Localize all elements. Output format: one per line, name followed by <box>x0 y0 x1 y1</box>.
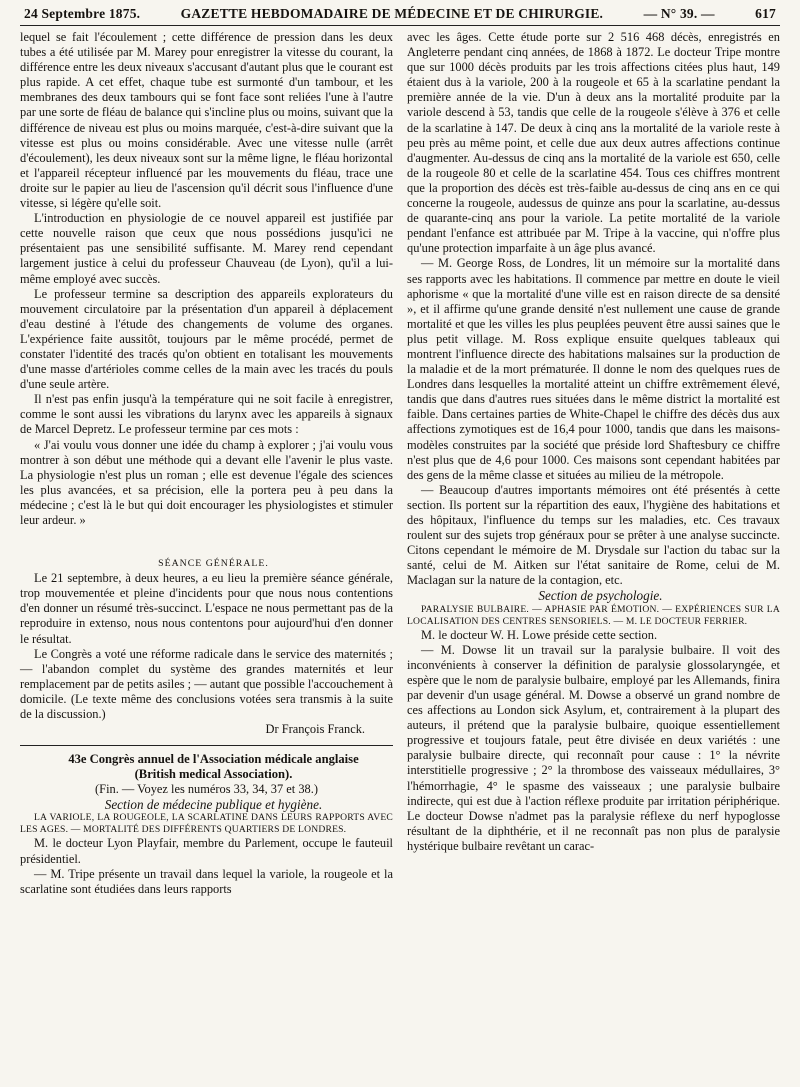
paragraph: — M. George Ross, de Londres, lit un mémoire sur la mortalité dans ses rapports avec les habitations. Il commence par mettre en doute le vieil aphorisme « que la mortalité d'une ville est en raison directe de sa densité », et il affirme qu'une grande densité n'est nullement une cause de grande mortalité et que les villes les plus peuplées peuvent être aussi saines que le plus petit village. M. Ross explique ensuite quelques tableaux qui montrent l'influence directe des habitations malsaines sur la production de la maladie et de la mort prématurée. Il donne le nom des quelques rues de Londres dans lesquelles la mortalité atteint un chiffre extrêmement élevé, tandis que dans d'autres rues situées dans le même district la mortalité est faible. Dans certaines parties de White-Chapel le chiffre des décès dus aux affections zymotiques est de 16,4 pour 1000, tandis que dans les maisons-modèles construites par la société que préside lord Shaftesbury ce chiffre n'est plus que de 4,6 pour 1000. Ces maisons sont cependant habitées par des gens de la même classe et situées au milieu de la métropole. <box>407 256 780 482</box>
author-signature: Dr François Franck. <box>265 722 365 737</box>
section-heading-seance: SÉANCE GÉNÉRALE. <box>158 558 269 570</box>
paragraph: lequel se fait l'écoulement ; cette différence de pression dans les deux tubes a été utilisée par M. Marey pour enregistrer la vitesse du courant, la différence entre les deux niveaux s'accusant d'autant plus que le courant est plus rapide. A cet effet, chaque tube est surmonté d'un tambour, et les membranes des deux tambours qui se font face sont reliées l'une à l'autre par une sorte de fléau de balance qui s'incline plus ou moins, suivant que la différence de niveau est plus ou moins marquée, c'est-à-dire suivant que la vitesse est plus ou moins considérable. Avec une vitesse nulle (arrêt d'écoulement), les deux niveaux sont sur la même ligne, le fléau horizontal et l'appareil récepteur influencé par les mouvements du fléau, trace une droite sur le papier au lieu de l'ascension qu'il décrit sous l'influence d'une vitesse, si légère qu'elle soit. <box>20 30 393 211</box>
text-columns <box>20 30 780 897</box>
paragraph: Le 21 septembre, à deux heures, a eu lieu la première séance générale, trop mouvementée et pleine d'incidents pour que nous nous contentions d'en donner un résumé très-succinct. L'espace ne nous permettant pas de la reproduire in extenso, nous nous contentons pour aujourd'hui d'en donner le résultat. <box>20 571 393 646</box>
right-column <box>407 30 780 897</box>
header-issue: — N° 39. — <box>643 6 715 21</box>
paragraph: — M. Tripe présente un travail dans lequel la variole, la rougeole et la scarlatine sont étudiées dans leurs rapports <box>20 866 393 896</box>
section-title-psychologie: Section de psychologie. <box>538 588 663 604</box>
header-page-number: 617 <box>755 6 776 21</box>
congress-continuation: (Fin. — Voyez les numéros 33, 34, 37 et 38.) <box>95 782 318 797</box>
section-title-hygiene: Section de médecine publique et hygiène. <box>104 797 323 813</box>
paragraph: M. le docteur Lyon Playfair, membre du Parlement, occupe le fauteuil présidentiel. <box>20 836 393 866</box>
paragraph: L'introduction en physiologie de ce nouvel appareil est justifiée par cette nouvelle raison que ceux que nous possédions jusqu'ici ne présentaient pas une sensibilité suffisante. M. Marey rend cependant largement justice à celui du professeur Chauveau (de Lyon), qu'il a lui-même employé avec succès. <box>20 211 393 286</box>
paragraph: Le Congrès a voté une réforme radicale dans le service des maternités ; — l'abandon complet du système des grandes maternités et leur remplacement par de petits asiles ; — autant que possible l'accouchement à domicile. (Le texte même des conclusions votées sera transmis à la suite de la discussion.) <box>20 646 393 722</box>
paragraph: — M. Dowse lit un travail sur la paralysie bulbaire. Il voit des inconvénients à conserver la définition de paralysie glossolaryngée, et espère que le nom de paralysie bulbaire, employé par les Allemands, finira par devenir d'un usage général. M. Dowse a observé un grand nombre de ces affections au London sick Asylum, et, contrairement à la plupart des auteurs, il prétend que la paralysie bulbaire, quoique essentiellement progressive et toujours fatale, peut être divisée en deux variétés : une paralysie bulbaire directe, qui reconnaît pour cause : 1° la névrite interstitielle progressive ; 2° la thrombose des vaisseaux médullaires, 3° l'hémorrhagie, 4° le spasme des vaisseaux ; une paralysie bulbaire indirecte, qui est due à l'action réflexe produite par irritation périphérique. Le docteur Dowse n'admet pas la paralysie réflexe du nerf hypoglosse résultant de la diphthérie, et il ne reconnaît pas non plus de paralysie hystérique bulbaire revêtant un carac- <box>407 642 780 853</box>
divider <box>20 745 393 746</box>
paragraph: — Beaucoup d'autres importants mémoires ont été présentés à cette section. Ils portent sur la répartition des eaux, l'hygiène des habitations et des hôpitaux, l'influence du temps sur les maladies, etc. Ces travaux roulent sur des sujets trop généraux pour se prêter à une analyse succincte. Citons cependant le mémoire de M. Drysdale sur l'action du tabac sur la santé, celui de M. Aitken sur l'état sanitaire de Rome, celui de M. Maclagan sur la nature de la contagion, etc. <box>407 482 780 588</box>
congress-title: 43e Congrès annuel de l'Association médicale anglaise <box>68 752 359 767</box>
paragraph: Il n'est pas enfin jusqu'à la température qui ne soit facile à enregistrer, comme le sont aussi les vibrations du larynx avec les appareils à signaux de Marcel Depretz. Le professeur termine par ces mots : <box>20 392 393 437</box>
header-date: 24 Septembre 1875. <box>24 6 141 21</box>
paragraph: avec les âges. Cette étude porte sur 2 516 468 décès, enregistrés en Angleterre pendant cinq années, de 1868 à 1872. Le docteur Tripe montre que sur 1000 décès produits par les trois affections citées plus haut, 149 étaient dus à la variole, 200 à la rougeole et 65 à la scarlatine pendant la première année de la vie. D'un à deux ans la mortalité produite par la variole descend à 53, tandis que celle de la rougeole s'élève à 376 et celle de la scarlatine à 147. De deux à cinq ans la mortalité de la variole reste à peu près au même point, et celle due aux deux autres affections continue d'augmenter. Au-dessus de cinq ans la mortalité de la variole est 650, celle de la rougeole 80 et celle de la scarlatine 454. Tous ces chiffres montrent que la proportion des décès est très-faible au-dessus de cinq ans en ce qui concerne la rougeole, audessus de quinze ans pour la scarlatine, au-dessus de quarante-cinq ans pour la variole. La petite mortalité de la variole pendant l'enfance est attribuée par M. Tripe à la vaccine, qui n'offre plus qu'une protection imparfaite à un âge plus avancé. <box>407 30 780 256</box>
congress-subtitle: (British medical Association). <box>134 767 293 782</box>
section-summary: LA VARIOLE, LA ROUGEOLE, LA SCARLATINE DANS LEURS RAPPORTS AVEC LES AGES. — MORTALITÉ DES DIFFÉRENTS QUARTIERS DE LONDRES. <box>20 812 393 836</box>
paragraph: Le professeur termine sa description des appareils explorateurs du mouvement circulatoire par la présentation d'un appareil à déplacement d'eau destiné à l'étude des changements de volume des organes. L'expérience faite aussitôt, toujours par le même procédé, permet de constater l'identité des tracés qu'on obtient en totalisant les mouvements d'une masse d'artérioles comme celles de la main avec les tracés du pouls d'une seule artère. <box>20 286 393 392</box>
left-column <box>20 30 393 897</box>
paragraph: M. le docteur W. H. Lowe préside cette section. <box>421 627 658 642</box>
page-header <box>20 6 780 26</box>
section-summary: PARALYSIE BULBAIRE. — APHASIE PAR ÉMOTION. — EXPÉRIENCES SUR LA LOCALISATION DES CENTRES SENSORIELS. — M. LE DOCTEUR FERRIER. <box>407 603 780 627</box>
quote-paragraph: « J'ai voulu vous donner une idée du champ à explorer ; j'ai voulu vous montrer à son début une méthode qui a devant elle l'avenir le plus vaste. La physiologie n'est plus un roman ; elle est devenue l'égale des sciences les plus avancées, et sa précision, elle la portera peu à peu dans la médecine ; c'est là le but qui doit encourager les physiologistes et stimuler leur ardeur. » <box>20 437 393 527</box>
header-title: GAZETTE HEBDOMADAIRE DE MÉDECINE ET DE CHIRURGIE. <box>180 6 604 21</box>
